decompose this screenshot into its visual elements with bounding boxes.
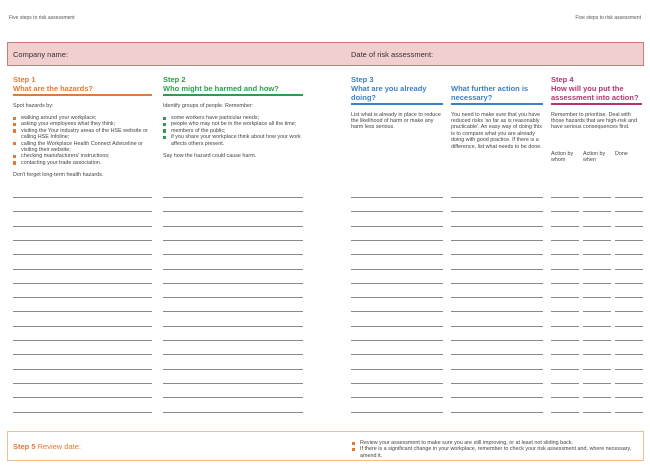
company-name-label[interactable]: Company name: — [13, 50, 69, 59]
step-2-rule — [163, 94, 303, 96]
writing-line — [551, 254, 579, 255]
step-4-title-line-2: assessment into action? — [551, 93, 639, 102]
writing-line — [583, 326, 611, 327]
writing-line — [451, 326, 543, 327]
writing-line — [583, 340, 611, 341]
writing-line — [351, 283, 443, 284]
writing-line — [451, 397, 543, 398]
writing-line — [451, 269, 543, 270]
step-4-rule — [551, 103, 642, 105]
bullet-square-icon — [13, 123, 16, 126]
writing-line — [163, 254, 303, 255]
step-3-intro: List what is already in place to reduce the likelihood of harm or make any harm less serious. — [351, 111, 441, 131]
writing-line — [163, 354, 303, 355]
writing-line — [583, 412, 611, 413]
step-3-title-line-1: What are you already — [351, 84, 427, 93]
writing-line — [163, 197, 303, 198]
step-1-title: What are the hazards? — [13, 84, 94, 93]
writing-line — [615, 311, 643, 312]
writing-line — [351, 240, 443, 241]
writing-line — [583, 254, 611, 255]
writing-line — [615, 369, 643, 370]
writing-line — [351, 326, 443, 327]
further-action-rule — [451, 103, 543, 105]
writing-line — [615, 383, 643, 384]
writing-line — [13, 197, 152, 198]
list-item: checking manufacturers' instructions; — [13, 153, 152, 159]
writing-line — [13, 226, 152, 227]
action-by-when-header: Action by when — [583, 151, 606, 164]
step-2-number: Step 2 — [163, 75, 186, 84]
assessment-date-label[interactable]: Date of risk assessment: — [351, 50, 434, 59]
writing-line — [13, 211, 152, 212]
bullet-square-icon — [163, 123, 166, 126]
writing-line — [351, 383, 443, 384]
writing-line — [13, 383, 152, 384]
writing-line — [163, 283, 303, 284]
step-2-column — [163, 76, 303, 159]
writing-line — [615, 326, 643, 327]
writing-line — [451, 412, 543, 413]
writing-line — [163, 311, 303, 312]
bullet-square-icon — [13, 161, 16, 164]
step-1-intro: Spot hazards by: — [13, 102, 54, 109]
writing-line — [163, 383, 303, 384]
step-3-rule — [351, 103, 443, 105]
writing-line — [551, 311, 579, 312]
header-bar — [7, 42, 644, 66]
writing-line — [351, 311, 443, 312]
writing-line — [13, 369, 152, 370]
step-3-title-line-2: doing? — [351, 93, 376, 102]
step-3-column — [351, 76, 443, 131]
writing-line — [351, 354, 443, 355]
writing-line — [615, 397, 643, 398]
review-date-label: Review date: — [37, 442, 81, 451]
writing-line — [615, 254, 643, 255]
bullet-square-icon — [163, 117, 166, 120]
step-1-rule — [13, 94, 152, 96]
writing-line — [163, 240, 303, 241]
writing-line — [583, 369, 611, 370]
writing-line — [551, 211, 579, 212]
writing-line — [163, 340, 303, 341]
writing-line — [351, 269, 443, 270]
step-2-bullet-list — [163, 115, 303, 147]
step-2-intro: Identify groups of people. Remember: — [163, 102, 254, 109]
writing-line — [551, 340, 579, 341]
bullet-square-icon — [163, 129, 166, 132]
writing-line — [163, 269, 303, 270]
writing-line — [583, 397, 611, 398]
writing-line — [451, 226, 543, 227]
list-item: If there is a significant change in your workplace, remember to check your risk assessment and, where necessary, amend it. — [352, 446, 642, 459]
writing-line — [583, 311, 611, 312]
writing-line — [551, 354, 579, 355]
writing-line — [351, 369, 443, 370]
step-2-reminder: Say how the hazard could cause harm. — [163, 152, 257, 159]
writing-line — [351, 397, 443, 398]
review-notes — [352, 440, 642, 459]
writing-line — [451, 340, 543, 341]
step-1-column — [13, 76, 152, 179]
writing-line — [451, 254, 543, 255]
writing-line — [451, 283, 543, 284]
writing-line — [583, 297, 611, 298]
writing-line — [163, 326, 303, 327]
writing-line — [163, 226, 303, 227]
writing-line — [13, 240, 152, 241]
running-head-right: Five steps to risk assessment — [575, 15, 641, 21]
writing-line — [583, 211, 611, 212]
writing-line — [583, 383, 611, 384]
writing-line — [551, 269, 579, 270]
writing-line — [551, 226, 579, 227]
writing-line — [551, 412, 579, 413]
list-item: calling the Workplace Health Connect Adviceline or visiting their website; — [13, 141, 152, 154]
writing-line — [551, 297, 579, 298]
step-3-number: Step 3 — [351, 75, 374, 84]
bullet-square-icon — [13, 129, 16, 132]
further-action-column — [451, 76, 543, 150]
writing-line — [583, 240, 611, 241]
bullet-square-icon — [13, 155, 16, 158]
writing-line — [551, 397, 579, 398]
step-4-number: Step 4 — [551, 75, 574, 84]
list-item: contacting your trade association. — [13, 160, 152, 166]
step-1-number: Step 1 — [13, 75, 36, 84]
writing-line — [351, 412, 443, 413]
step-1-bullet-list — [13, 115, 152, 166]
writing-line — [163, 397, 303, 398]
writing-line — [163, 211, 303, 212]
list-item: members of the public; — [163, 128, 303, 134]
writing-line — [451, 383, 543, 384]
step-5-number: Step 5 — [13, 442, 36, 451]
writing-line — [583, 226, 611, 227]
further-action-title-line-2: necessary? — [451, 93, 493, 102]
writing-line — [13, 283, 152, 284]
writing-line — [351, 197, 443, 198]
writing-line — [551, 283, 579, 284]
list-item: walking around your workplace; — [13, 115, 152, 121]
writing-line — [583, 197, 611, 198]
writing-line — [451, 197, 543, 198]
list-item: people who may not be in the workplace all the time; — [163, 121, 303, 127]
writing-line — [583, 354, 611, 355]
writing-line — [451, 311, 543, 312]
list-item: visiting the Your industry areas of the HSE website or calling HSE Infoline; — [13, 128, 152, 141]
bullet-square-icon — [352, 442, 355, 445]
step-1-reminder: Don't forget long-term health hazards. — [13, 172, 104, 179]
review-date-field[interactable] — [13, 442, 81, 451]
writing-line — [551, 197, 579, 198]
writing-line — [615, 269, 643, 270]
action-by-whom-header: Action by whom — [551, 151, 574, 164]
writing-line — [13, 354, 152, 355]
writing-line — [615, 283, 643, 284]
bullet-square-icon — [352, 448, 355, 451]
writing-line — [451, 211, 543, 212]
writing-line — [615, 240, 643, 241]
writing-line — [351, 211, 443, 212]
writing-line — [451, 369, 543, 370]
step-4-intro: Remember to prioritise. Deal with those hazards that are high-risk and have serious consequences first. — [551, 111, 638, 131]
writing-line — [13, 326, 152, 327]
writing-line — [615, 340, 643, 341]
done-header: Done — [615, 151, 628, 157]
further-action-title-line-1: What further action is — [451, 84, 529, 93]
writing-line — [551, 240, 579, 241]
writing-line — [351, 226, 443, 227]
list-item: some workers have particular needs; — [163, 115, 303, 121]
list-item: if you share your workplace think about how your work affects others present. — [163, 134, 303, 147]
writing-line — [583, 283, 611, 284]
writing-line — [615, 412, 643, 413]
writing-line — [13, 254, 152, 255]
writing-line — [13, 340, 152, 341]
step-4-column — [551, 76, 642, 131]
further-action-intro: You need to make sure that you have reduced risks 'so far as is reasonably practicable'. An easy way of doing this is to compare what you are already doing with good practice. If there is a difference, list what needs to be done. — [451, 111, 542, 150]
writing-line — [615, 297, 643, 298]
writing-line — [13, 297, 152, 298]
writing-line — [583, 269, 611, 270]
writing-line — [351, 297, 443, 298]
writing-line — [615, 226, 643, 227]
writing-line — [163, 297, 303, 298]
writing-line — [451, 240, 543, 241]
writing-line — [551, 326, 579, 327]
writing-line — [615, 354, 643, 355]
writing-line — [163, 412, 303, 413]
writing-line — [13, 397, 152, 398]
writing-line — [351, 254, 443, 255]
writing-line — [163, 369, 303, 370]
bullet-square-icon — [163, 136, 166, 139]
bullet-square-icon — [13, 142, 16, 145]
writing-line — [13, 269, 152, 270]
writing-line — [615, 211, 643, 212]
further-action-number — [451, 76, 543, 84]
writing-line — [551, 383, 579, 384]
writing-line — [351, 340, 443, 341]
writing-line — [451, 297, 543, 298]
list-item: Review your assessment to make sure you are still improving, or at least not sliding back. — [352, 440, 642, 446]
writing-line — [13, 412, 152, 413]
writing-line — [13, 311, 152, 312]
review-box — [7, 431, 644, 461]
writing-line — [551, 369, 579, 370]
step-2-title: Who might be harmed and how? — [163, 84, 279, 93]
running-head-left: Five steps to risk assessment — [9, 15, 75, 21]
writing-line — [451, 354, 543, 355]
list-item: asking your employees what they think; — [13, 121, 152, 127]
writing-line — [615, 197, 643, 198]
step-4-title-line-1: How will you put the — [551, 84, 624, 93]
bullet-square-icon — [13, 117, 16, 120]
